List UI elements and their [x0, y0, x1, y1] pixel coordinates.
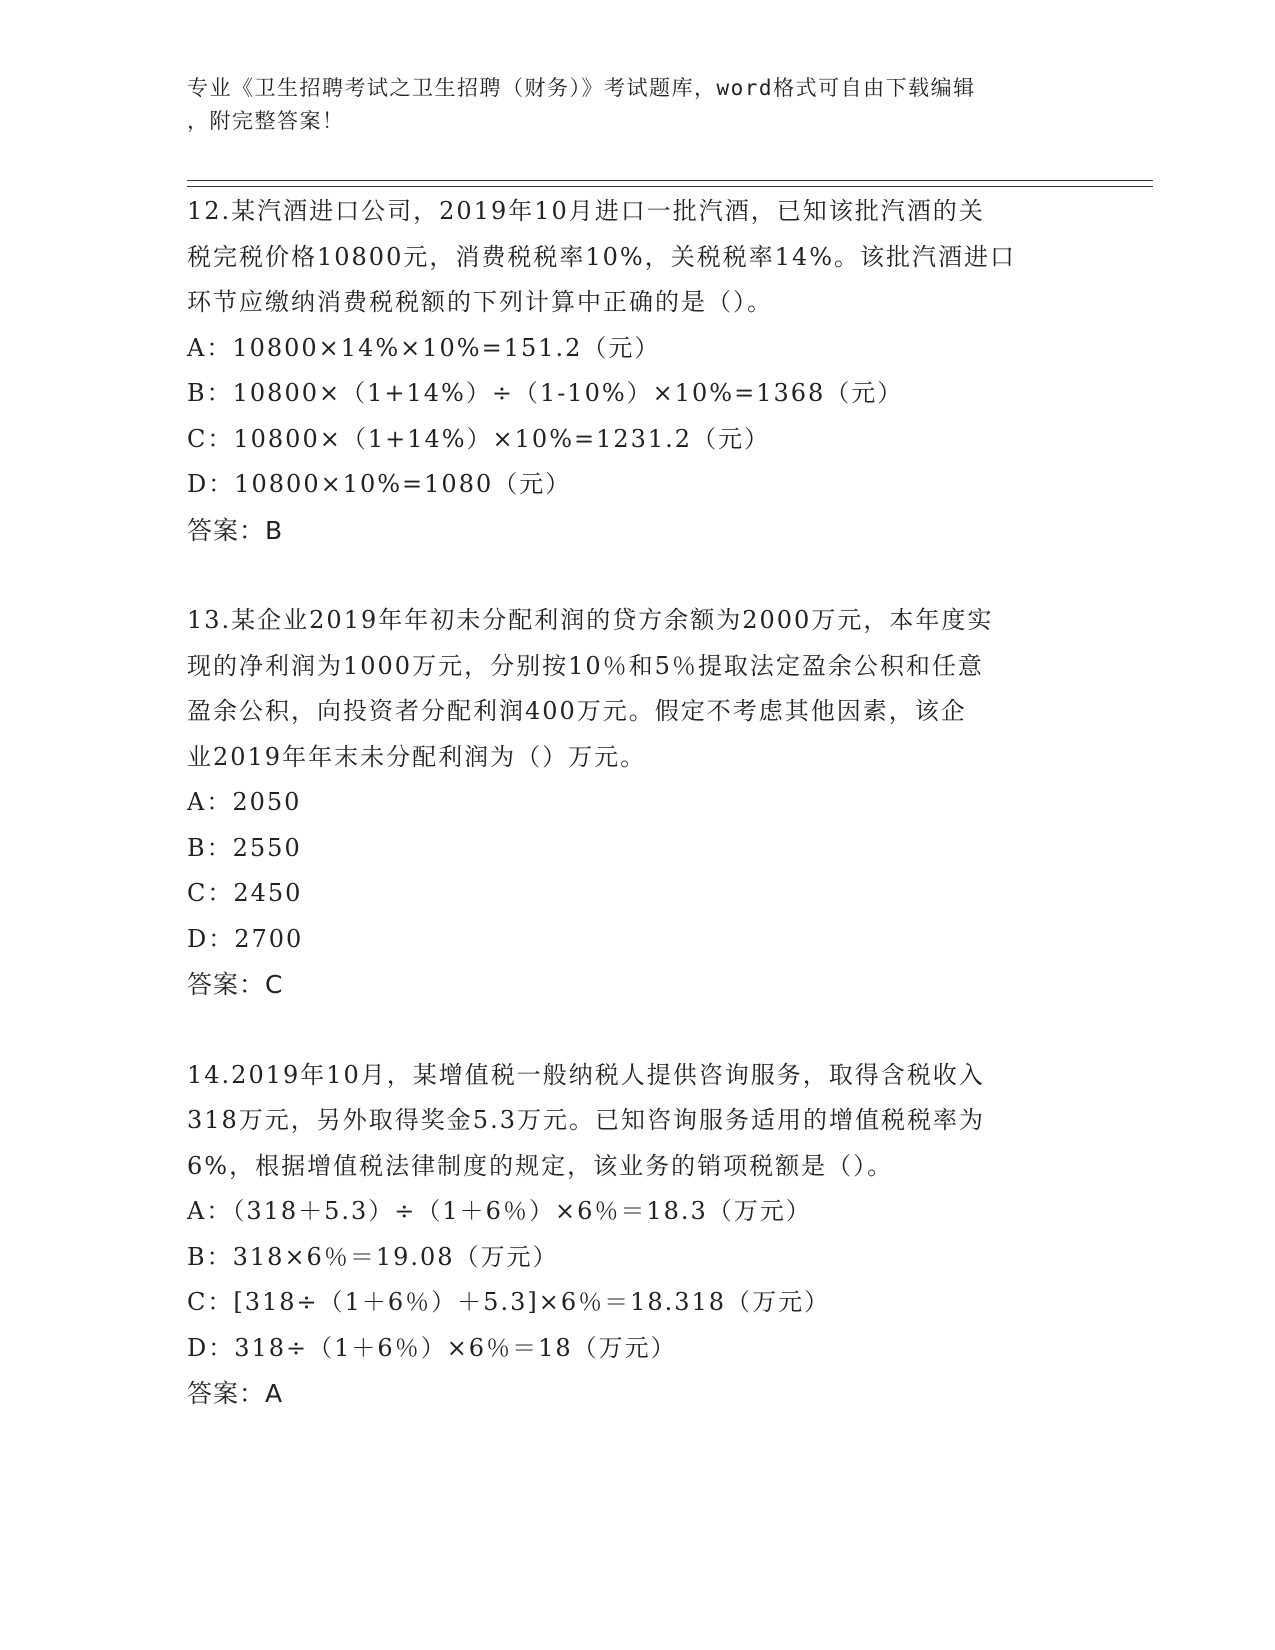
question-12-option-c: C：10800×（1+14%）×10%=1231.2（元）: [187, 424, 771, 453]
question-13-line-3: 盈余公积，向投资者分配利润400万元。假定不考虑其他因素，该企: [187, 697, 967, 725]
question-12-option-b: B：10800×（1+14%）÷（1-10%）×10%=1368（元）: [187, 379, 904, 407]
question-13: [187, 598, 1087, 1008]
question-13-option-d: D：2700: [187, 924, 304, 953]
question-13-line-2: 现的净利润为1000万元，分别按10％和5％提取法定盈余公积和任意: [187, 651, 984, 680]
header-divider-top: [187, 180, 1153, 181]
question-13-option-a: A：2050: [187, 788, 302, 816]
question-14-line-3: 6%，根据增值税法律制度的规定，该业务的销项税额是（）。: [187, 1151, 894, 1180]
question-12-option-a: A：10800×14%×10%=151.2（元）: [187, 333, 661, 362]
question-13-option-b: B：2550: [187, 833, 302, 862]
document-header: [187, 72, 1067, 138]
question-13-answer: 答案：C: [187, 970, 284, 999]
header-line-2: ，附完整答案！: [187, 109, 345, 133]
question-14-option-a: A：（318＋5.3）÷（1＋6％）×6％＝18.3（万元）: [187, 1197, 812, 1225]
question-12-line-3: 环节应缴纳消费税税额的下列计算中正确的是（）。: [187, 288, 773, 316]
question-13-line-1: 13.某企业2019年年初未分配利润的贷方余额为2000万元，本年度实: [187, 606, 994, 634]
question-list: [187, 189, 1087, 1417]
header-line-1: 专业《卫生招聘考试之卫生招聘（财务）》考试题库，word格式可自由下载编辑: [187, 76, 976, 100]
question-14-option-d: D：318÷（1＋6％）×6％＝18（万元）: [187, 1333, 677, 1362]
question-14: [187, 1053, 1087, 1417]
question-14-option-b: B：318×6％＝19.08（万元）: [187, 1242, 559, 1271]
question-12: [187, 189, 1087, 553]
question-13-option-c: C：2450: [187, 879, 303, 907]
question-12-answer: 答案：B: [187, 515, 284, 545]
question-14-line-1: 14.2019年10月，某增值税一般纳税人提供咨询服务，取得含税收入: [187, 1060, 985, 1089]
question-14-answer: 答案：A: [187, 1379, 284, 1408]
question-14-line-2: 318万元，另外取得奖金5.3万元。已知咨询服务适用的增值税税率为: [187, 1106, 985, 1134]
question-12-line-2: 税完税价格10800元，消费税税率10%，关税税率14%。该批汽酒进口: [187, 242, 1017, 271]
question-12-option-d: D：10800×10%=1080（元）: [187, 470, 572, 498]
question-12-line-1: 12.某汽酒进口公司，2019年10月进口一批汽酒，已知该批汽酒的关: [187, 197, 985, 225]
question-13-line-4: 业2019年年末未分配利润为（）万元。: [187, 742, 647, 771]
question-14-option-c: C：[318÷（1＋6％）＋5.3]×6％＝18.318（万元）: [187, 1288, 831, 1316]
header-divider-bottom: [187, 186, 1153, 187]
